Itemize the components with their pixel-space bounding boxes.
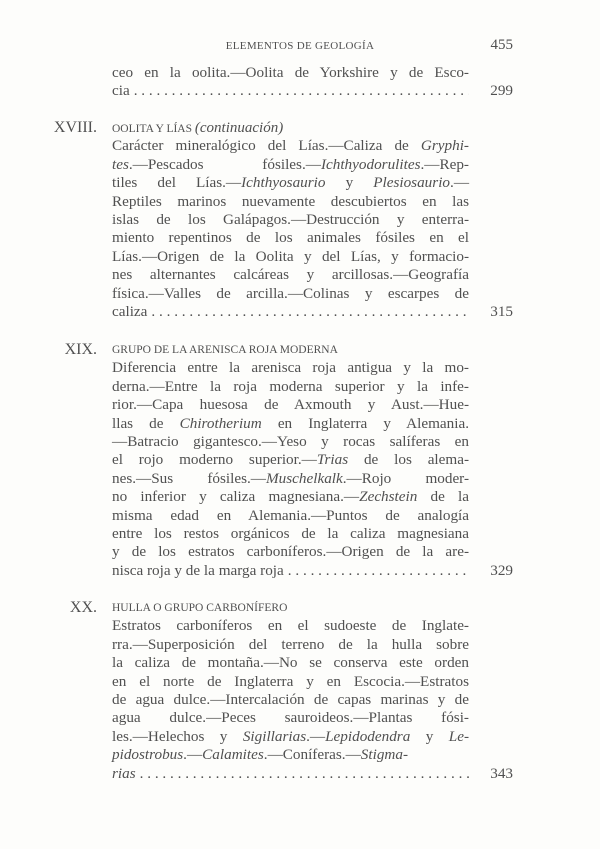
text-segment: .—Rep-	[420, 155, 469, 173]
toc-line	[112, 636, 469, 654]
toc-leader-line	[112, 82, 469, 100]
toc-line	[112, 211, 469, 229]
toc-line	[112, 433, 469, 451]
italic-text: Le-	[448, 727, 469, 745]
text-segment: cia	[112, 82, 130, 100]
toc-line	[112, 359, 469, 377]
toc-line	[112, 266, 469, 284]
text-segment: agua dulce.—Peces sauroideos.—Plantas fósi-	[112, 709, 469, 727]
text-segment: rra.—Superposición del terreno de la hulla sobre	[112, 635, 469, 653]
toc-line	[112, 378, 469, 396]
toc-line	[112, 396, 469, 414]
italic-text: tes	[112, 155, 129, 173]
text-segment: les.—Helechos y	[112, 727, 243, 745]
text-segment: física.—Valles de arcilla.—Colinas y escarpes de	[112, 284, 469, 302]
text-segment: OOLITA Y LÍAS	[112, 123, 195, 135]
chapter-heading	[112, 341, 469, 359]
text-segment: ceo en la oolita.—Oolita de Yorkshire y de Esco-	[112, 64, 469, 81]
toc-page-number: 329	[490, 561, 513, 579]
italic-text: Sigillarias	[242, 727, 307, 745]
toc-page-number: 299	[490, 82, 513, 100]
leader-text	[112, 82, 130, 100]
italic-text: (continuación)	[194, 120, 284, 136]
toc-line	[112, 248, 469, 266]
text-segment: nisca roja y de la marga roja	[112, 561, 284, 579]
italic-text: Plesiosaurio	[373, 174, 451, 192]
text-segment: caliza	[112, 303, 148, 320]
page-number: 455	[490, 37, 513, 53]
toc-line	[112, 451, 469, 469]
dot-leader	[288, 562, 469, 580]
toc-line	[112, 64, 469, 82]
text-segment: de agua dulce.—Intercalación de capas marinas y de	[112, 691, 469, 708]
toc-leader-line	[112, 765, 469, 783]
text-segment: Estratos carboníferos en el sudoeste de Inglate-	[112, 617, 469, 635]
running-header-title: ELEMENTOS DE GEOLOGÍA	[225, 40, 375, 52]
text-segment: HULLA O GRUPO CARBONÍFERO	[112, 602, 288, 614]
dot-leader	[151, 303, 469, 321]
toc-page-number: 343	[490, 764, 513, 782]
toc-line	[112, 415, 469, 433]
italic-text: pidostrobus	[112, 746, 184, 764]
text-segment: y	[325, 174, 374, 192]
italic-text: Stigma-	[360, 746, 409, 764]
text-segment: .—	[450, 174, 469, 192]
text-segment: .—Coníferas.—	[263, 746, 361, 764]
text-segment: y de los estratos carboníferos.—Origen de la are-	[112, 543, 469, 561]
italic-text: Ichthyosaurio	[241, 174, 326, 192]
italic-text: Gryphi-	[420, 137, 469, 155]
toc-line	[112, 229, 469, 247]
text-segment: .—	[306, 727, 326, 745]
toc-leader-line	[112, 303, 469, 321]
italic-text: Chirotherium	[179, 414, 262, 432]
toc-line	[112, 470, 469, 488]
chapter-heading	[112, 599, 469, 617]
text-segment: en Inglaterra y Alemania.	[261, 414, 469, 432]
text-segment: islas de los Galápagos.—Destrucción y enterra-	[112, 211, 469, 228]
text-segment: derna.—Entre la roja moderna superior y la infe-	[112, 377, 469, 395]
chapter-numeral: XX.	[69, 599, 97, 616]
toc-line	[112, 673, 469, 691]
text-segment: la caliza de montaña.—No se conserva este orden	[112, 654, 469, 672]
dot-leader	[140, 765, 469, 783]
toc-leader-line	[112, 562, 469, 580]
italic-text: rias	[112, 764, 136, 782]
text-segment: en el norte de Inglaterra y en Escocia.—Estratos	[112, 672, 469, 690]
text-segment: llas de	[112, 414, 180, 432]
text-segment: .—	[183, 746, 203, 764]
chapter-numeral: XVIII.	[53, 119, 97, 136]
toc-line	[112, 654, 469, 672]
toc-line	[112, 709, 469, 727]
italic-text: Trias	[316, 451, 349, 469]
toc-line	[112, 193, 469, 211]
text-segment: .—Pescados fósiles.—	[128, 155, 321, 173]
text-segment: Diferencia entre la arenisca roja antigua y la mo-	[112, 359, 469, 377]
toc-line	[112, 156, 469, 174]
toc-line	[112, 285, 469, 303]
text-segment: el rojo moderno superior.—	[112, 451, 317, 469]
text-segment: de los alema-	[348, 451, 470, 469]
text-segment: Carácter mineralógico del Lías.—Caliza de	[112, 137, 421, 155]
toc-line	[112, 543, 469, 561]
toc-line	[112, 137, 469, 155]
leader-text	[112, 303, 147, 321]
toc-line	[112, 728, 469, 746]
dot-leader	[134, 82, 469, 100]
text-segment: tiles del Lías.—	[112, 174, 242, 192]
text-segment: nes alternantes calcáreas y arcillosas.—Geografía	[112, 266, 469, 284]
text-segment: misma edad en Alemania.—Puntos de analogía	[112, 506, 469, 524]
chapter-heading	[112, 119, 469, 137]
text-segment: y	[410, 727, 449, 745]
text-segment: entre los restos orgánicos de la caliza magnesiana	[112, 525, 469, 542]
italic-text: Lepidodendra	[325, 727, 411, 745]
toc-page-number: 315	[490, 303, 513, 320]
leader-text	[112, 765, 136, 783]
text-segment: de la	[417, 488, 469, 506]
text-segment: —Batracio gigantesco.—Yeso y rocas salíferas en	[112, 433, 469, 450]
italic-text: Calamites	[202, 746, 264, 764]
text-segment: .—Rojo moder-	[342, 469, 469, 487]
text-segment: no inferior y caliza magnesiana.—	[112, 488, 360, 506]
italic-text: Zechstein	[359, 488, 418, 506]
text-segment: Reptiles marinos nuevamente descubiertos en las	[112, 192, 469, 210]
toc-line	[112, 746, 469, 764]
toc-line	[112, 525, 469, 543]
toc-line	[112, 174, 469, 192]
text-segment: miento repentinos de los animales fósiles en el	[112, 229, 469, 247]
text-segment: nes.—Sus fósiles.—	[112, 469, 266, 487]
toc-line	[112, 488, 469, 506]
italic-text: Ichthyodorulites	[320, 155, 421, 173]
text-segment: rior.—Capa huesosa de Axmouth y Aust.—Hue-	[112, 396, 469, 414]
toc-line	[112, 691, 469, 709]
toc-line	[112, 507, 469, 525]
text-segment: Lías.—Origen de la Oolita y del Lías, y formacio-	[112, 247, 469, 265]
text-segment: GRUPO DE LA ARENISCA ROJA MODERNA	[112, 344, 338, 356]
toc-line	[112, 617, 469, 635]
italic-text: Muschelkalk	[266, 469, 343, 487]
chapter-numeral: XIX.	[64, 341, 97, 358]
leader-text	[112, 562, 284, 580]
